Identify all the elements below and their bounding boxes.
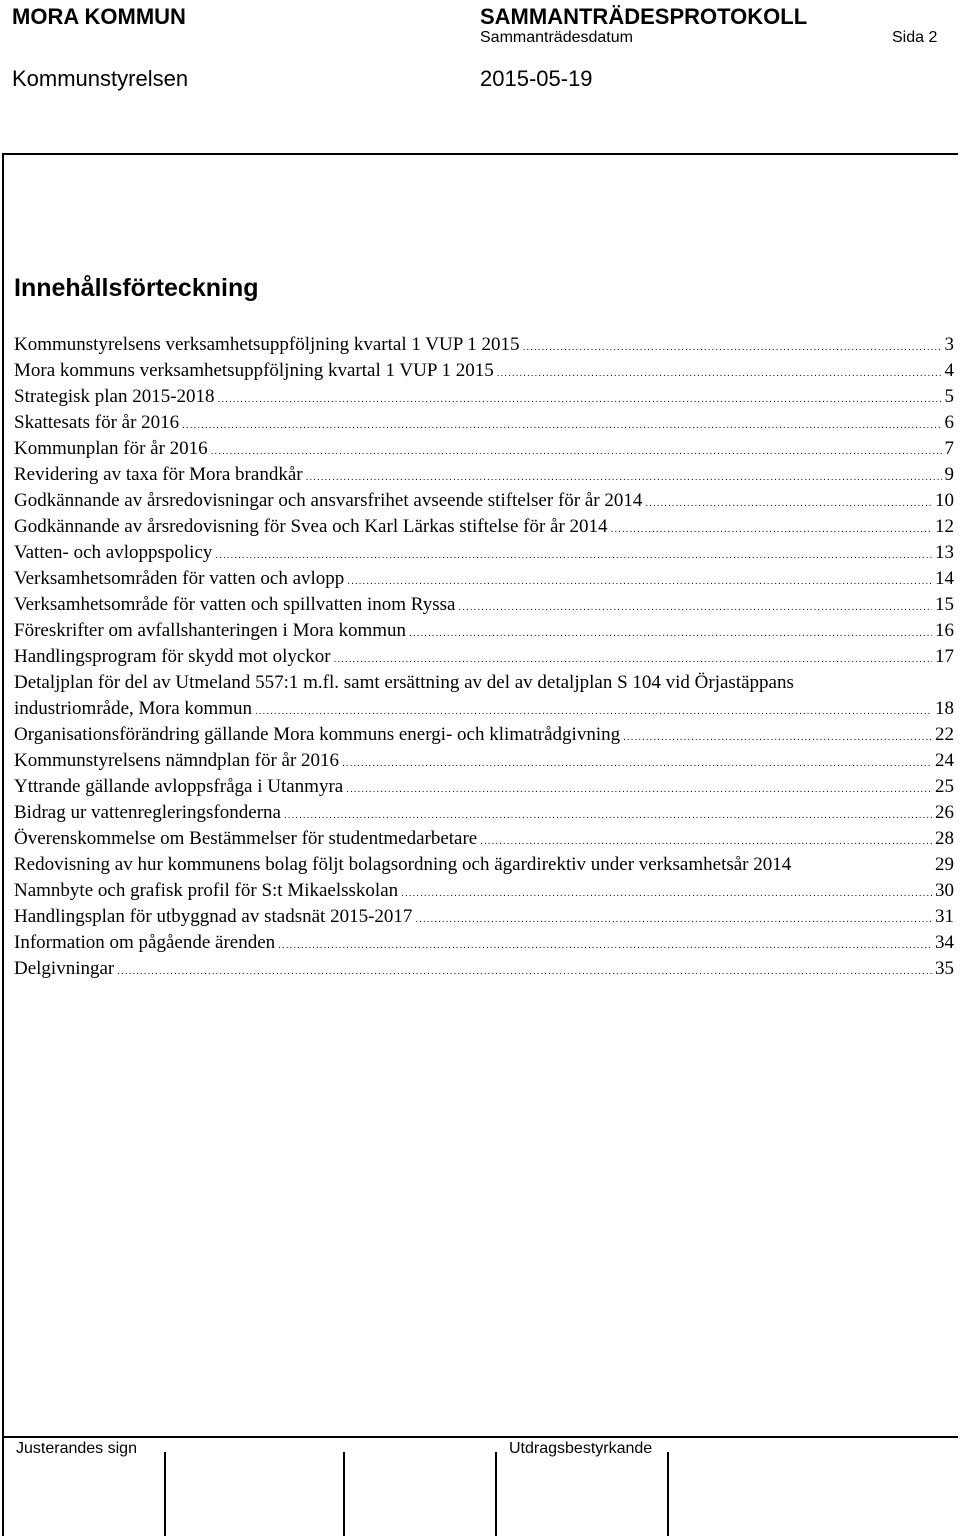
meeting-date: 2015-05-19 — [480, 66, 593, 91]
table-of-contents — [14, 332, 954, 982]
toc-entry[interactable] — [14, 670, 954, 722]
toc-entry[interactable] — [14, 436, 954, 462]
toc-entry-page: 17 — [935, 646, 954, 667]
utdragsbestyrkande-label: Utdragsbestyrkande — [509, 1440, 653, 1457]
footer-divider — [2, 1436, 958, 1438]
document-type: SAMMANTRÄDESPROTOKOLL — [480, 4, 808, 29]
toc-leader-dots — [523, 335, 942, 361]
toc-entry[interactable] — [14, 930, 954, 956]
toc-entry-text: Mora kommuns verksamhetsuppföljning kvartal 1 VUP 1 2015 — [14, 360, 494, 381]
toc-leader-dots — [458, 595, 932, 621]
toc-entry-page: 24 — [935, 750, 954, 771]
toc-entry-page: 34 — [935, 932, 954, 953]
toc-entry-page: 5 — [944, 386, 954, 407]
toc-entry-text: Information om pågående ärenden — [14, 932, 276, 953]
toc-entry-text: Godkännande av årsredovisning för Svea och Karl Lärkas stiftelse för år 2014 — [14, 516, 608, 537]
toc-entry-text-line1: Detaljplan för del av Utmeland 557:1 m.fl. samt ersättning av del av detaljplan S 104 vid Örjastäppans — [14, 672, 794, 693]
toc-leader-dots — [278, 933, 932, 959]
toc-entry[interactable] — [14, 358, 954, 384]
toc-entry[interactable] — [14, 410, 954, 436]
toc-entry[interactable] — [14, 540, 954, 566]
toc-entry-page: 4 — [944, 360, 954, 381]
toc-entry-text: Handlingsplan för utbyggnad av stadsnät 2015-2017 — [14, 906, 413, 927]
toc-entry[interactable] — [14, 332, 954, 358]
toc-entry-text: Yttrande gällande avloppsfråga i Utanmyra — [14, 776, 344, 797]
toc-entry[interactable] — [14, 566, 954, 592]
toc-entry-page: 28 — [935, 828, 954, 849]
toc-entry[interactable] — [14, 384, 954, 410]
toc-entry-text: Verksamhetsområde för vatten och spillvatten inom Ryssa — [14, 594, 456, 615]
toc-entry-page: 7 — [944, 438, 954, 459]
toc-leader-dots — [346, 777, 932, 803]
toc-entry-page: 35 — [935, 958, 954, 979]
toc-entry-page: 26 — [935, 802, 954, 823]
toc-entry-text: Delgivningar — [14, 958, 115, 979]
toc-entry[interactable] — [14, 618, 954, 644]
toc-entry[interactable] — [14, 514, 954, 540]
toc-entry-text: Föreskrifter om avfallshanteringen i Mora kommun — [14, 620, 407, 641]
toc-entry-text: Verksamhetsområden för vatten och avlopp — [14, 568, 345, 589]
toc-entry[interactable] — [14, 748, 954, 774]
toc-leader-dots — [182, 413, 941, 439]
toc-leader-dots — [342, 751, 932, 777]
toc-entry-text: Bidrag ur vattenregleringsfonderna — [14, 802, 281, 823]
toc-entry[interactable] — [14, 488, 954, 514]
toc-entry-page: 13 — [935, 542, 954, 563]
toc-entry[interactable] — [14, 956, 954, 982]
toc-entry-page: 30 — [935, 880, 954, 901]
toc-entry-page: 10 — [935, 490, 954, 511]
toc-entry[interactable] — [14, 722, 954, 748]
toc-entry-page: 25 — [935, 776, 954, 797]
toc-leader-dots — [409, 621, 932, 647]
toc-entry-text: Godkännande av årsredovisningar och ansvarsfrihet avseende stiftelser för år 2014 — [14, 490, 643, 511]
toc-entry-page: 18 — [935, 698, 954, 719]
toc-entry-text: Skattesats för år 2016 — [14, 412, 180, 433]
toc-title: Innehållsförteckning — [14, 274, 259, 302]
toc-leader-dots — [218, 387, 942, 413]
toc-entry-text: Namnbyte och grafisk profil för S:t Mikaelsskolan — [14, 880, 399, 901]
toc-entry[interactable] — [14, 644, 954, 670]
toc-entry-page: 29 — [935, 854, 954, 875]
toc-entry[interactable] — [14, 826, 954, 852]
toc-entry-page: 14 — [935, 568, 954, 589]
toc-entry-text: Kommunstyrelsens verksamhetsuppföljning kvartal 1 VUP 1 2015 — [14, 334, 520, 355]
toc-entry[interactable] — [14, 852, 954, 878]
toc-entry-text: Redovisning av hur kommunens bolag följt bolagsordning och ägardirektiv under verksamhetsår 2014 — [14, 854, 792, 875]
toc-leader-dots — [623, 725, 932, 751]
toc-entry-page: 31 — [935, 906, 954, 927]
toc-leader-dots — [401, 881, 932, 907]
toc-entry[interactable] — [14, 904, 954, 930]
toc-entry-page: 12 — [935, 516, 954, 537]
signature-box-divider — [495, 1452, 497, 1536]
org-name: MORA KOMMUN — [12, 4, 186, 29]
toc-entry-text: Vatten- och avloppspolicy — [14, 542, 213, 563]
toc-entry-page: 16 — [935, 620, 954, 641]
signature-box-divider — [667, 1452, 669, 1536]
toc-entry-text: Handlingsprogram för skydd mot olyckor — [14, 646, 331, 667]
toc-entry-page: 3 — [944, 334, 954, 355]
toc-entry-page: 6 — [944, 412, 954, 433]
meeting-date-label: Sammanträdesdatum — [480, 29, 633, 46]
justerandes-sign-label: Justerandes sign — [16, 1440, 137, 1457]
toc-entry-page: 9 — [944, 464, 954, 485]
toc-entry[interactable] — [14, 800, 954, 826]
board-name: Kommunstyrelsen — [12, 66, 189, 91]
toc-entry-text: Organisationsförändring gällande Mora kommuns energi- och klimatrådgivning — [14, 724, 621, 745]
toc-leader-dots — [415, 907, 932, 933]
toc-entry-text: Revidering av taxa för Mora brandkår — [14, 464, 303, 485]
toc-entry-page: 22 — [935, 724, 954, 745]
toc-leader-dots — [611, 517, 932, 543]
toc-entry-page: 15 — [935, 594, 954, 615]
toc-leader-dots — [211, 439, 942, 465]
page-number: Sida 2 — [892, 29, 938, 46]
toc-entry-text: industriområde, Mora kommun — [14, 698, 252, 719]
toc-entry[interactable] — [14, 592, 954, 618]
toc-entry-text: Kommunplan för år 2016 — [14, 438, 208, 459]
toc-leader-dots — [645, 491, 932, 517]
toc-entry-text: Strategisk plan 2015-2018 — [14, 386, 215, 407]
signature-box-divider — [164, 1452, 166, 1536]
signature-box-divider — [343, 1452, 345, 1536]
toc-entry[interactable] — [14, 462, 954, 488]
toc-entry[interactable] — [14, 774, 954, 800]
toc-leader-dots — [117, 959, 932, 985]
toc-entry[interactable] — [14, 878, 954, 904]
toc-leader-dots — [497, 361, 942, 387]
toc-entry-text: Överenskommelse om Bestämmelser för studentmedarbetare — [14, 828, 478, 849]
toc-entry-text: Kommunstyrelsens nämndplan för år 2016 — [14, 750, 340, 771]
